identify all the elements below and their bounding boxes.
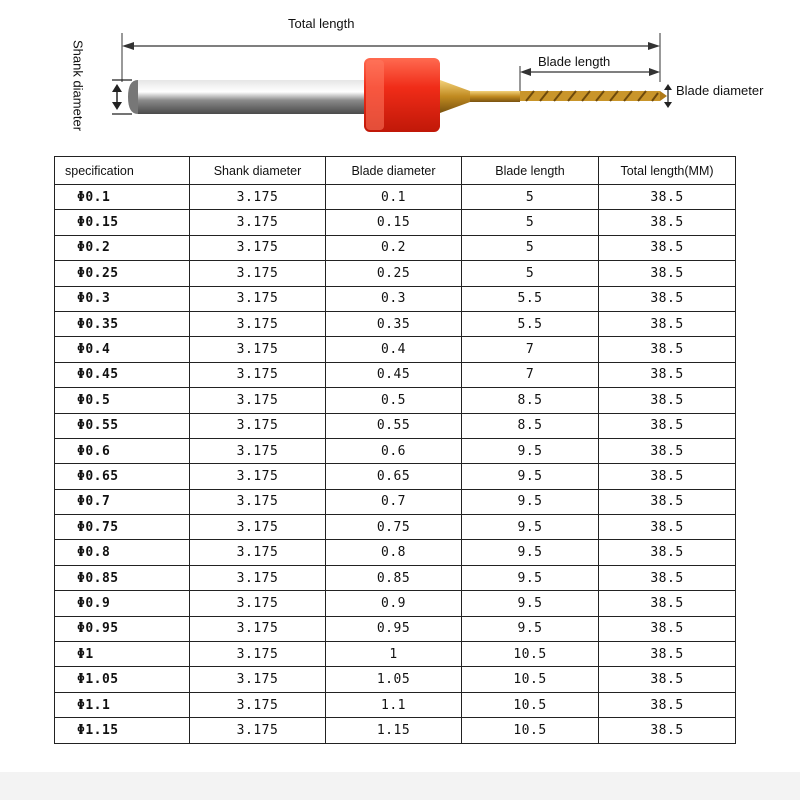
cell-shank-diameter: 3.175	[190, 565, 326, 590]
table-row	[55, 311, 736, 336]
cell-blade-diameter: 0.4	[326, 337, 462, 362]
cell-shank-diameter: 3.175	[190, 362, 326, 387]
footer-band	[0, 772, 800, 800]
cell-shank-diameter: 3.175	[190, 642, 326, 667]
table-row	[55, 591, 736, 616]
cell-blade-diameter: 0.85	[326, 565, 462, 590]
table-row	[55, 667, 736, 692]
cell-blade-length: 8.5	[462, 413, 599, 438]
cell-specification: Φ0.15	[55, 210, 190, 235]
blade-shank-section	[470, 91, 520, 102]
cell-blade-length: 5	[462, 185, 599, 210]
cell-total-length: 38.5	[599, 286, 736, 311]
table-row	[55, 515, 736, 540]
cell-total-length: 38.5	[599, 515, 736, 540]
table-row	[55, 413, 736, 438]
table-row	[55, 718, 736, 743]
cell-blade-diameter: 0.9	[326, 591, 462, 616]
total-length-arrow-left-icon	[122, 42, 134, 50]
cell-specification: Φ0.2	[55, 235, 190, 260]
blade-length-label: Blade length	[538, 54, 611, 69]
cell-blade-diameter: 0.15	[326, 210, 462, 235]
cell-specification: Φ0.6	[55, 438, 190, 463]
blade-length-arrow-right-icon	[649, 68, 660, 76]
cell-blade-diameter: 0.75	[326, 515, 462, 540]
cell-total-length: 38.5	[599, 210, 736, 235]
cell-blade-length: 5	[462, 210, 599, 235]
cell-total-length: 38.5	[599, 235, 736, 260]
cell-specification: Φ0.1	[55, 185, 190, 210]
cell-specification: Φ1.1	[55, 692, 190, 717]
cell-blade-length: 10.5	[462, 718, 599, 743]
blade-length-arrow-left-icon	[520, 68, 531, 76]
cell-shank-diameter: 3.175	[190, 185, 326, 210]
cell-shank-diameter: 3.175	[190, 261, 326, 286]
cell-total-length: 38.5	[599, 489, 736, 514]
table-row	[55, 210, 736, 235]
cell-total-length: 38.5	[599, 438, 736, 463]
cell-total-length: 38.5	[599, 261, 736, 286]
header-blade-diameter: Blade diameter	[326, 157, 462, 185]
cell-blade-diameter: 1	[326, 642, 462, 667]
table-row	[55, 388, 736, 413]
cell-shank-diameter: 3.175	[190, 210, 326, 235]
cell-shank-diameter: 3.175	[190, 489, 326, 514]
cell-blade-length: 5.5	[462, 286, 599, 311]
cell-blade-length: 9.5	[462, 540, 599, 565]
cell-blade-diameter: 0.95	[326, 616, 462, 641]
cell-specification: Φ1.05	[55, 667, 190, 692]
cell-specification: Φ0.45	[55, 362, 190, 387]
cell-blade-length: 9.5	[462, 489, 599, 514]
total-length-label: Total length	[288, 16, 355, 31]
drill-bit-diagram	[0, 0, 800, 150]
drill-bit-illustration	[0, 0, 800, 150]
cell-blade-diameter: 0.8	[326, 540, 462, 565]
cell-shank-diameter: 3.175	[190, 413, 326, 438]
table-body	[55, 185, 736, 744]
total-length-arrow-right-icon	[648, 42, 660, 50]
cell-specification: Φ0.3	[55, 286, 190, 311]
cell-shank-diameter: 3.175	[190, 540, 326, 565]
cell-shank-diameter: 3.175	[190, 692, 326, 717]
table-row	[55, 692, 736, 717]
cell-blade-diameter: 0.25	[326, 261, 462, 286]
header-shank-diameter: Shank diameter	[190, 157, 326, 185]
cell-blade-length: 9.5	[462, 515, 599, 540]
table-row	[55, 489, 736, 514]
cell-shank-diameter: 3.175	[190, 438, 326, 463]
cell-shank-diameter: 3.175	[190, 718, 326, 743]
cell-total-length: 38.5	[599, 362, 736, 387]
cell-blade-length: 9.5	[462, 565, 599, 590]
table-row	[55, 235, 736, 260]
table-row	[55, 362, 736, 387]
header-specification: specification	[55, 157, 190, 185]
cell-specification: Φ0.65	[55, 464, 190, 489]
cell-specification: Φ0.55	[55, 413, 190, 438]
cell-blade-length: 10.5	[462, 642, 599, 667]
cell-specification: Φ0.95	[55, 616, 190, 641]
cell-blade-length: 9.5	[462, 464, 599, 489]
cell-blade-diameter: 0.1	[326, 185, 462, 210]
cell-total-length: 38.5	[599, 616, 736, 641]
shank-diameter-arrow-down-icon	[112, 102, 122, 110]
cell-specification: Φ0.9	[55, 591, 190, 616]
cell-blade-length: 5	[462, 261, 599, 286]
blade-tip	[660, 91, 667, 101]
cell-specification: Φ1.15	[55, 718, 190, 743]
cell-shank-diameter: 3.175	[190, 515, 326, 540]
cell-total-length: 38.5	[599, 718, 736, 743]
cell-shank-diameter: 3.175	[190, 235, 326, 260]
cell-shank-diameter: 3.175	[190, 616, 326, 641]
header-blade-length: Blade length	[462, 157, 599, 185]
cell-specification: Φ0.7	[55, 489, 190, 514]
cell-blade-length: 7	[462, 362, 599, 387]
table-row	[55, 565, 736, 590]
table-row	[55, 286, 736, 311]
table-row	[55, 337, 736, 362]
cell-blade-length: 9.5	[462, 616, 599, 641]
cell-shank-diameter: 3.175	[190, 667, 326, 692]
cell-blade-length: 10.5	[462, 692, 599, 717]
cell-blade-diameter: 0.6	[326, 438, 462, 463]
table-header-row	[55, 157, 736, 185]
cell-specification: Φ0.75	[55, 515, 190, 540]
cell-shank-diameter: 3.175	[190, 464, 326, 489]
cell-total-length: 38.5	[599, 413, 736, 438]
cell-specification: Φ0.4	[55, 337, 190, 362]
cell-blade-length: 9.5	[462, 438, 599, 463]
cell-total-length: 38.5	[599, 337, 736, 362]
cell-total-length: 38.5	[599, 642, 736, 667]
cell-blade-diameter: 1.1	[326, 692, 462, 717]
cell-blade-diameter: 1.05	[326, 667, 462, 692]
shank-body	[138, 80, 372, 114]
shank-diameter-label: Shank diameter	[70, 39, 86, 132]
table-row	[55, 642, 736, 667]
cell-blade-length: 5	[462, 235, 599, 260]
cell-blade-length: 10.5	[462, 667, 599, 692]
table-row	[55, 438, 736, 463]
cell-blade-length: 5.5	[462, 311, 599, 336]
cell-blade-diameter: 0.3	[326, 286, 462, 311]
shank-diameter-arrow-up-icon	[112, 84, 122, 92]
blade-neck	[440, 80, 470, 113]
cell-shank-diameter: 3.175	[190, 591, 326, 616]
table-row	[55, 540, 736, 565]
cell-blade-diameter: 0.7	[326, 489, 462, 514]
cell-blade-diameter: 0.5	[326, 388, 462, 413]
cell-specification: Φ0.35	[55, 311, 190, 336]
cell-shank-diameter: 3.175	[190, 286, 326, 311]
cell-total-length: 38.5	[599, 692, 736, 717]
cell-blade-length: 8.5	[462, 388, 599, 413]
table-row	[55, 261, 736, 286]
table-row	[55, 616, 736, 641]
cell-shank-diameter: 3.175	[190, 311, 326, 336]
cell-blade-diameter: 0.2	[326, 235, 462, 260]
cell-total-length: 38.5	[599, 464, 736, 489]
cell-shank-diameter: 3.175	[190, 388, 326, 413]
cell-shank-diameter: 3.175	[190, 337, 326, 362]
cell-blade-diameter: 0.55	[326, 413, 462, 438]
cell-total-length: 38.5	[599, 311, 736, 336]
table-row	[55, 185, 736, 210]
cell-blade-diameter: 0.35	[326, 311, 462, 336]
cell-specification: Φ0.25	[55, 261, 190, 286]
cell-total-length: 38.5	[599, 565, 736, 590]
cell-specification: Φ0.5	[55, 388, 190, 413]
cell-total-length: 38.5	[599, 591, 736, 616]
cell-specification: Φ0.85	[55, 565, 190, 590]
cell-blade-length: 9.5	[462, 591, 599, 616]
cell-specification: Φ0.8	[55, 540, 190, 565]
cell-total-length: 38.5	[599, 185, 736, 210]
blade-diameter-label: Blade diameter	[676, 83, 764, 98]
cell-blade-diameter: 0.45	[326, 362, 462, 387]
cell-specification: Φ1	[55, 642, 190, 667]
header-total-length: Total length(MM)	[599, 157, 736, 185]
cell-blade-length: 7	[462, 337, 599, 362]
cell-blade-diameter: 0.65	[326, 464, 462, 489]
cell-blade-diameter: 1.15	[326, 718, 462, 743]
specification-table	[54, 156, 736, 744]
cell-total-length: 38.5	[599, 540, 736, 565]
shank-end	[128, 80, 138, 114]
cell-total-length: 38.5	[599, 388, 736, 413]
cell-total-length: 38.5	[599, 667, 736, 692]
table-row	[55, 464, 736, 489]
